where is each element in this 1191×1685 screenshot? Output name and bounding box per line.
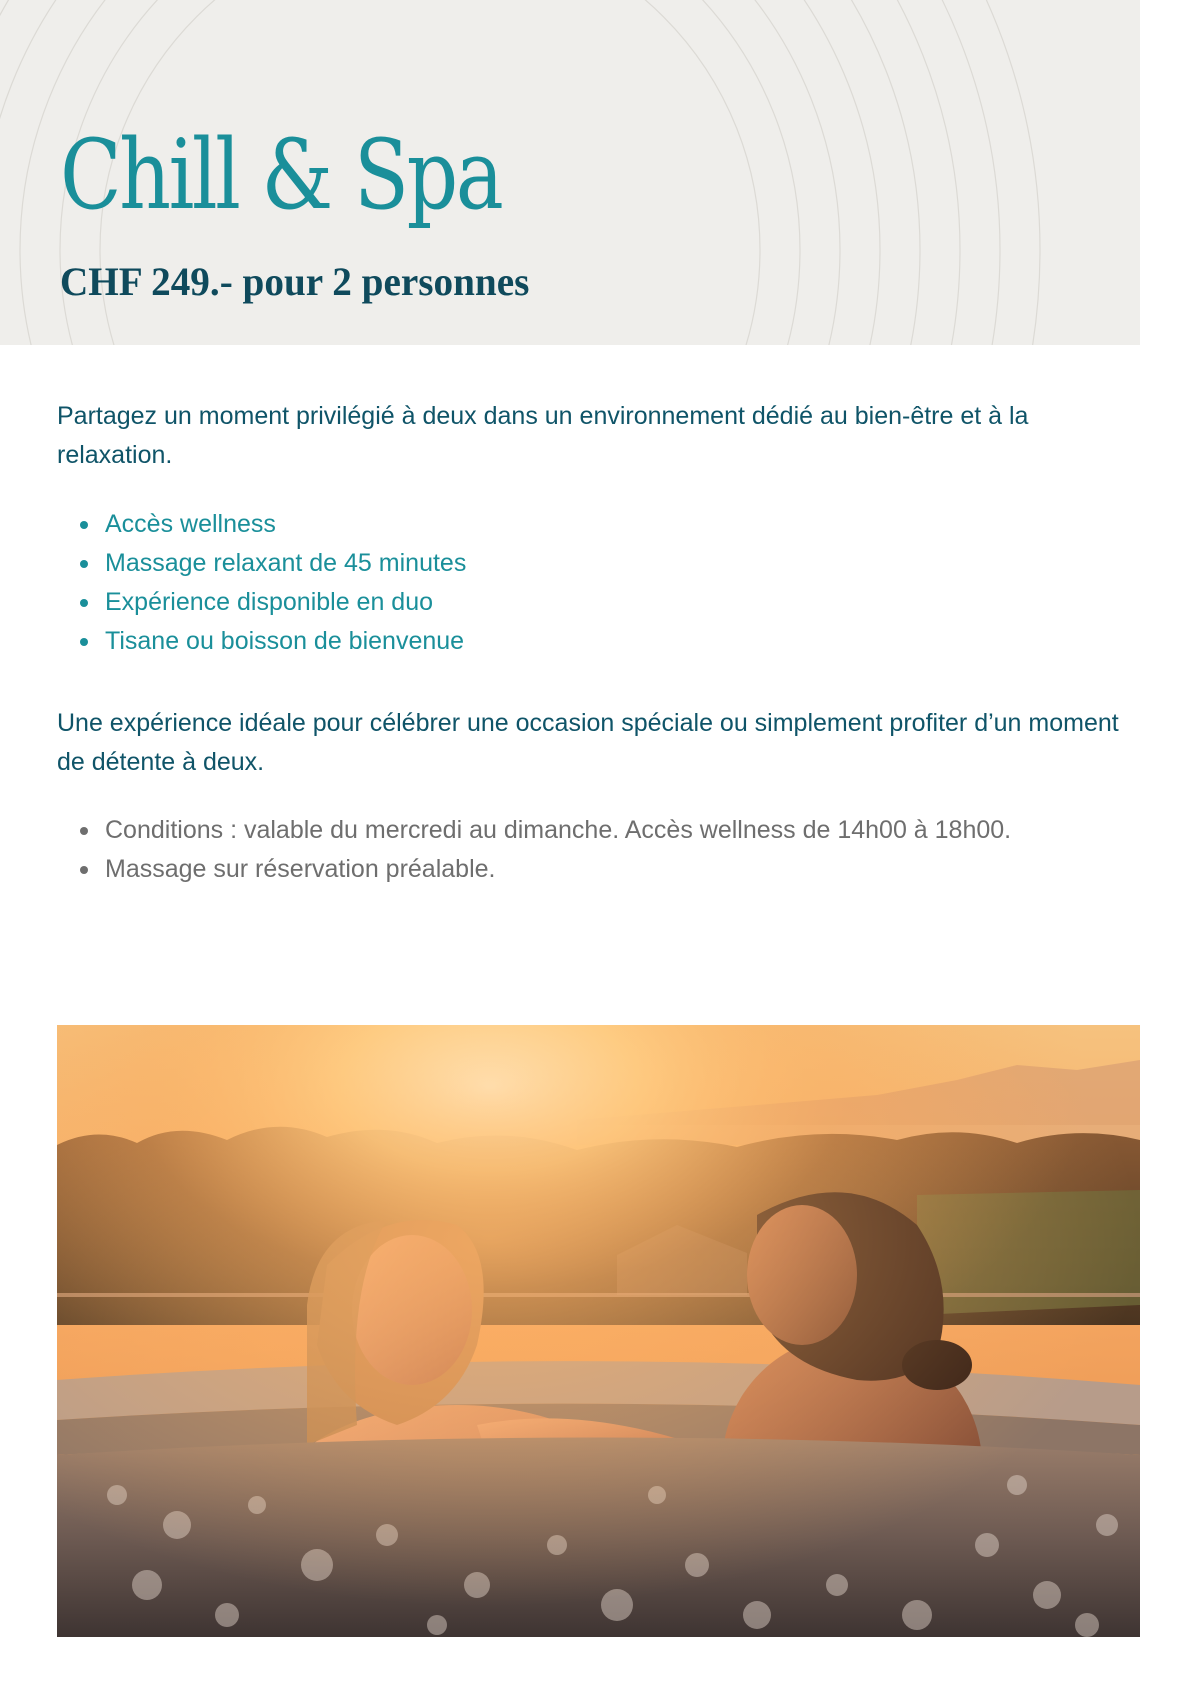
feature-text: Expérience disponible en duo <box>105 588 434 616</box>
main-content <box>57 397 1147 889</box>
bullet-icon <box>80 599 88 607</box>
bullet-icon <box>80 638 88 646</box>
header-band <box>0 0 1140 345</box>
hero-photo <box>57 1025 1140 1637</box>
bullet-icon <box>80 827 88 835</box>
list-item <box>105 544 1147 583</box>
list-item <box>105 850 1105 889</box>
condition-text: Massage sur réservation préalable. <box>105 855 496 883</box>
condition-text: Conditions : valable du mercredi au dimanche. Accès wellness de 14h00 à 18h00. <box>105 816 1012 844</box>
bullet-icon <box>80 560 88 568</box>
hot-tub-sunset-image <box>57 1025 1140 1637</box>
list-item <box>105 622 1147 661</box>
conditions-list <box>57 811 1105 889</box>
price-subtitle: CHF 249.- pour 2 personnes <box>60 259 530 304</box>
bullet-icon <box>80 866 88 874</box>
bullet-icon <box>80 521 88 529</box>
intro-paragraph: Partagez un moment privilégié à deux dans un environnement dédié au bien-être et à la relaxation. <box>57 402 1029 469</box>
feature-text: Tisane ou boisson de bienvenue <box>105 627 465 655</box>
features-list <box>57 505 1147 661</box>
list-item <box>105 811 1105 850</box>
list-item <box>105 583 1147 622</box>
page-title: Chill & Spa <box>60 119 502 231</box>
list-item <box>105 505 1147 544</box>
feature-text: Massage relaxant de 45 minutes <box>105 549 467 577</box>
closing-paragraph: Une expérience idéale pour célébrer une occasion spéciale ou simplement profiter d’un moment de détente à deux. <box>57 709 1119 776</box>
feature-text: Accès wellness <box>105 510 276 538</box>
